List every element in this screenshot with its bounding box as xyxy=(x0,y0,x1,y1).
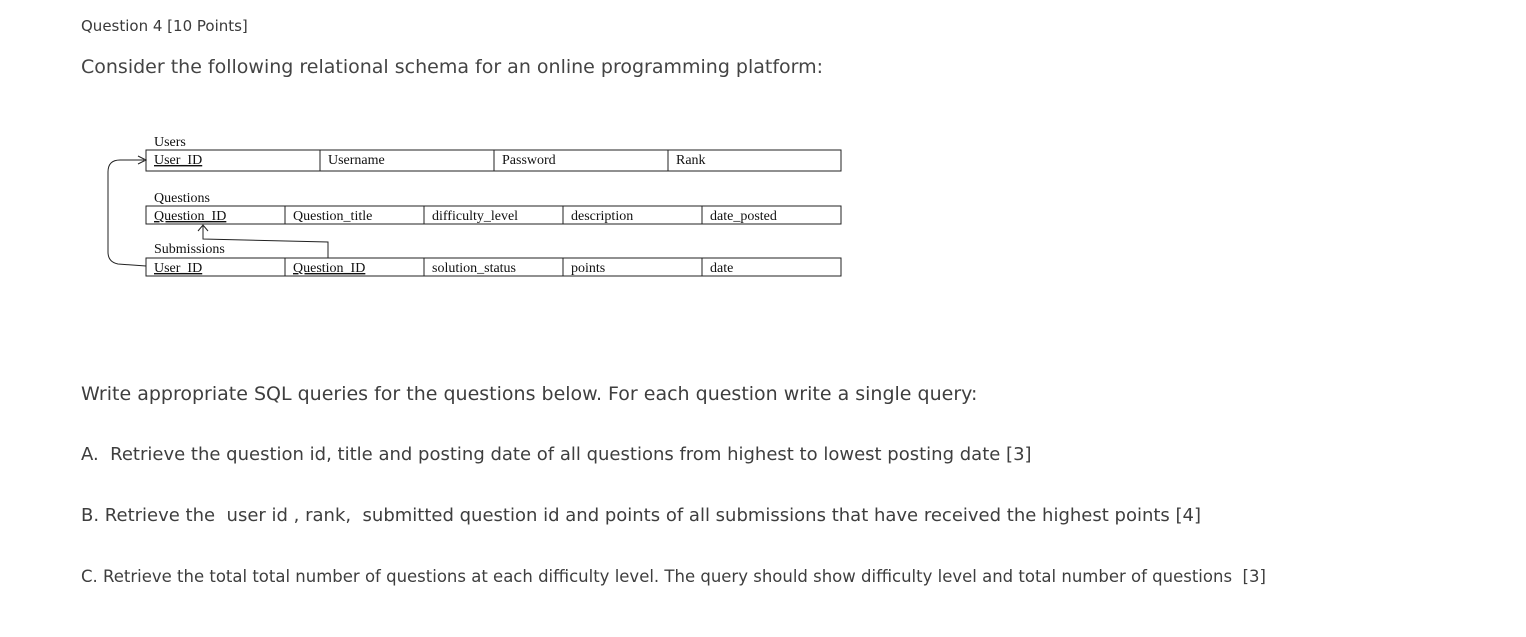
fk-arrow-user-id xyxy=(108,160,146,266)
questions-col-date-posted: date_posted xyxy=(710,209,777,224)
users-col-rank: Rank xyxy=(676,153,706,168)
questions-table-name: Questions xyxy=(154,191,210,206)
question-c: C. Retrieve the total total number of questions at each difficulty level. The query should show difficulty level and total number of questions [3] xyxy=(81,567,1266,586)
submissions-col-points: points xyxy=(571,261,606,276)
submissions-col-date: date xyxy=(710,261,734,276)
questions-col-question-id: Question_ID xyxy=(154,209,227,224)
submissions-col-question-id: Question_ID xyxy=(293,261,366,276)
submissions-col-user-id: User_ID xyxy=(154,261,203,276)
question-header: Question 4 [10 Points] xyxy=(81,17,248,35)
submissions-table-name: Submissions xyxy=(154,242,225,257)
questions-col-question-title: Question_title xyxy=(293,209,373,224)
users-col-password: Password xyxy=(502,153,556,168)
users-table-name: Users xyxy=(154,135,186,150)
question-b: B. Retrieve the user id , rank, submitted question id and points of all submissions that have received the highest points [4] xyxy=(81,505,1202,526)
users-col-user-id: User_ID xyxy=(154,153,203,168)
task-instructions: Write appropriate SQL queries for the questions below. For each question write a single query: xyxy=(81,383,978,405)
question-a: A. Retrieve the question id, title and posting date of all questions from highest to lowest posting date [3] xyxy=(81,444,1032,465)
intro-text: Consider the following relational schema for an online programming platform: xyxy=(81,56,824,78)
users-col-username: Username xyxy=(328,153,385,168)
users-table xyxy=(146,150,841,171)
questions-col-description: description xyxy=(571,209,634,224)
submissions-col-solution-status: solution_status xyxy=(432,261,517,276)
questions-col-difficulty-level: difficulty_level xyxy=(432,209,519,224)
